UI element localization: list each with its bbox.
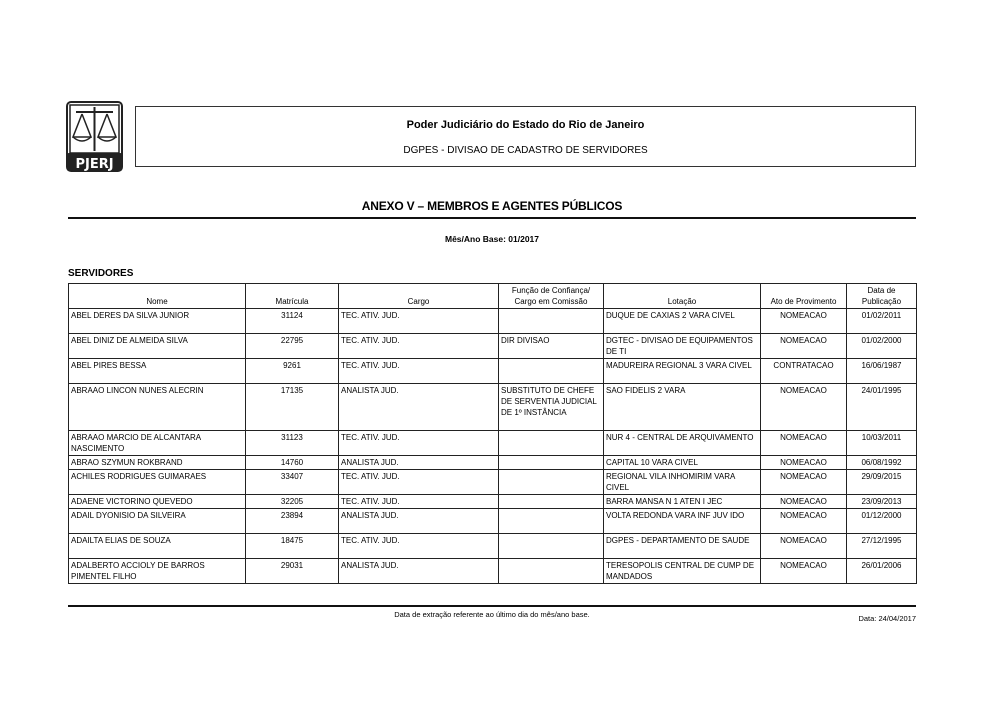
ato-cell: NOMEACAO xyxy=(761,559,847,584)
servers-table xyxy=(68,283,917,584)
ato-cell: NOMEACAO xyxy=(761,334,847,359)
cargo-cell: TEC. ATIV. JUD. xyxy=(339,534,499,559)
funcao-cell xyxy=(499,359,604,384)
funcao-cell xyxy=(499,534,604,559)
name-cell: ABRAAO MARCIO DE ALCANTARA NASCIMENTO xyxy=(69,431,246,456)
lotacao-cell: DUQUE DE CAXIAS 2 VARA CIVEL xyxy=(604,309,761,334)
cargo-cell: TEC. ATIV. JUD. xyxy=(339,495,499,509)
matricula-cell: 31123 xyxy=(246,431,339,456)
ato-cell: CONTRATACAO xyxy=(761,359,847,384)
logo-text: PJERJ xyxy=(75,157,114,172)
name-cell: ADAILTA ELIAS DE SOUZA xyxy=(69,534,246,559)
cargo-cell: TEC. ATIV. JUD. xyxy=(339,431,499,456)
lotacao-cell: CAPITAL 10 VARA CIVEL xyxy=(604,456,761,470)
ato-cell: NOMEACAO xyxy=(761,384,847,431)
matricula-cell: 14760 xyxy=(246,456,339,470)
lotacao-cell: DGPES - DEPARTAMENTO DE SAUDE xyxy=(604,534,761,559)
ato-cell: NOMEACAO xyxy=(761,309,847,334)
pjerj-logo xyxy=(66,101,123,172)
date-cell: 16/06/1987 xyxy=(847,359,917,384)
name-cell: ADAENE VICTORINO QUEVEDO xyxy=(69,495,246,509)
org-title: Poder Judiciário do Estado do Rio de Janeiro xyxy=(406,119,645,131)
matricula-cell: 23894 xyxy=(246,509,339,534)
name-cell: ADAIL DYONISIO DA SILVEIRA xyxy=(69,509,246,534)
lotacao-cell: DGTEC - DIVISAO DE EQUIPAMENTOS DE TI xyxy=(604,334,761,359)
cargo-cell: TEC. ATIV. JUD. xyxy=(339,334,499,359)
col-header-cargo: Cargo xyxy=(339,284,499,309)
funcao-cell: DIR DIVISAO xyxy=(499,334,604,359)
name-cell: ABRAO SZYMUN ROKBRAND xyxy=(69,456,246,470)
col-header-lotacao: Lotação xyxy=(604,284,761,309)
ato-cell: NOMEACAO xyxy=(761,456,847,470)
funcao-cell xyxy=(499,470,604,495)
date-cell: 01/02/2011 xyxy=(847,309,917,334)
table-row xyxy=(69,456,917,470)
table-row xyxy=(69,384,917,431)
table-row xyxy=(69,334,917,359)
ato-cell: NOMEACAO xyxy=(761,534,847,559)
matricula-cell: 17135 xyxy=(246,384,339,431)
date-cell: 06/08/1992 xyxy=(847,456,917,470)
lotacao-cell: REGIONAL VILA INHOMIRIM VARA CIVEL xyxy=(604,470,761,495)
date-cell: 27/12/1995 xyxy=(847,534,917,559)
name-cell: ABEL DERES DA SILVA JUNIOR xyxy=(69,309,246,334)
title-divider xyxy=(68,217,916,219)
org-subtitle: DGPES - DIVISAO DE CADASTRO DE SERVIDORES xyxy=(403,145,648,156)
ato-cell: NOMEACAO xyxy=(761,431,847,456)
section-title: SERVIDORES xyxy=(68,268,134,279)
col-header-nome: Nome xyxy=(69,284,246,309)
col-header-matricula: Matrícula xyxy=(246,284,339,309)
funcao-cell xyxy=(499,509,604,534)
matricula-cell: 32205 xyxy=(246,495,339,509)
document-title: ANEXO V – MEMBROS E AGENTES PÚBLICOS xyxy=(361,199,623,213)
date-cell: 26/01/2006 xyxy=(847,559,917,584)
matricula-cell: 29031 xyxy=(246,559,339,584)
footer-date: Data: 24/04/2017 xyxy=(858,614,916,623)
col-header-funcao: Função de Confiança/ Cargo em Comissão xyxy=(499,284,604,309)
ato-cell: NOMEACAO xyxy=(761,495,847,509)
table-row xyxy=(69,509,917,534)
date-cell: 29/09/2015 xyxy=(847,470,917,495)
matricula-cell: 33407 xyxy=(246,470,339,495)
lotacao-cell: BARRA MANSA N 1 ATEN I JEC xyxy=(604,495,761,509)
header-box xyxy=(135,106,916,167)
col-header-data: Data de Publicação xyxy=(847,284,917,309)
name-cell: ABEL DINIZ DE ALMEIDA SILVA xyxy=(69,334,246,359)
table-header-row xyxy=(69,284,917,309)
lotacao-cell: MADUREIRA REGIONAL 3 VARA CIVEL xyxy=(604,359,761,384)
table-row xyxy=(69,559,917,584)
funcao-cell: SUBSTITUTO DE CHEFE DE SERVENTIA JUDICIAL DE 1º INSTÂNCIA xyxy=(499,384,604,431)
matricula-cell: 22795 xyxy=(246,334,339,359)
cargo-cell: ANALISTA JUD. xyxy=(339,509,499,534)
ato-cell: NOMEACAO xyxy=(761,470,847,495)
date-cell: 10/03/2011 xyxy=(847,431,917,456)
ato-cell: NOMEACAO xyxy=(761,509,847,534)
name-cell: ABRAAO LINCON NUNES ALECRIN xyxy=(69,384,246,431)
table-row xyxy=(69,309,917,334)
col-header-ato: Ato de Provimento xyxy=(761,284,847,309)
name-cell: ABEL PIRES BESSA xyxy=(69,359,246,384)
table-row xyxy=(69,359,917,384)
cargo-cell: ANALISTA JUD. xyxy=(339,384,499,431)
table-row xyxy=(69,470,917,495)
name-cell: ACHILES RODRIGUES GUIMARAES xyxy=(69,470,246,495)
lotacao-cell: TERESOPOLIS CENTRAL DE CUMP DE MANDADOS xyxy=(604,559,761,584)
funcao-cell xyxy=(499,559,604,584)
funcao-cell xyxy=(499,456,604,470)
date-cell: 23/09/2013 xyxy=(847,495,917,509)
date-cell: 24/01/1995 xyxy=(847,384,917,431)
lotacao-cell: NUR 4 - CENTRAL DE ARQUIVAMENTO xyxy=(604,431,761,456)
table-row xyxy=(69,495,917,509)
cargo-cell: TEC. ATIV. JUD. xyxy=(339,359,499,384)
matricula-cell: 18475 xyxy=(246,534,339,559)
date-cell: 01/02/2000 xyxy=(847,334,917,359)
cargo-cell: ANALISTA JUD. xyxy=(339,559,499,584)
table-row xyxy=(69,534,917,559)
scales-of-justice-icon xyxy=(66,101,123,172)
table-row xyxy=(69,431,917,456)
base-month: Mês/Ano Base: 01/2017 xyxy=(444,234,540,244)
funcao-cell xyxy=(499,431,604,456)
funcao-cell xyxy=(499,309,604,334)
cargo-cell: TEC. ATIV. JUD. xyxy=(339,470,499,495)
footer-divider xyxy=(68,605,916,607)
lotacao-cell: VOLTA REDONDA VARA INF JUV IDO xyxy=(604,509,761,534)
date-cell: 01/12/2000 xyxy=(847,509,917,534)
footer-note: Data de extração referente ao último dia do mês/ano base. xyxy=(394,610,590,619)
lotacao-cell: SAO FIDELIS 2 VARA xyxy=(604,384,761,431)
cargo-cell: ANALISTA JUD. xyxy=(339,456,499,470)
matricula-cell: 9261 xyxy=(246,359,339,384)
name-cell: ADALBERTO ACCIOLY DE BARROS PIMENTEL FILHO xyxy=(69,559,246,584)
funcao-cell xyxy=(499,495,604,509)
cargo-cell: TEC. ATIV. JUD. xyxy=(339,309,499,334)
matricula-cell: 31124 xyxy=(246,309,339,334)
